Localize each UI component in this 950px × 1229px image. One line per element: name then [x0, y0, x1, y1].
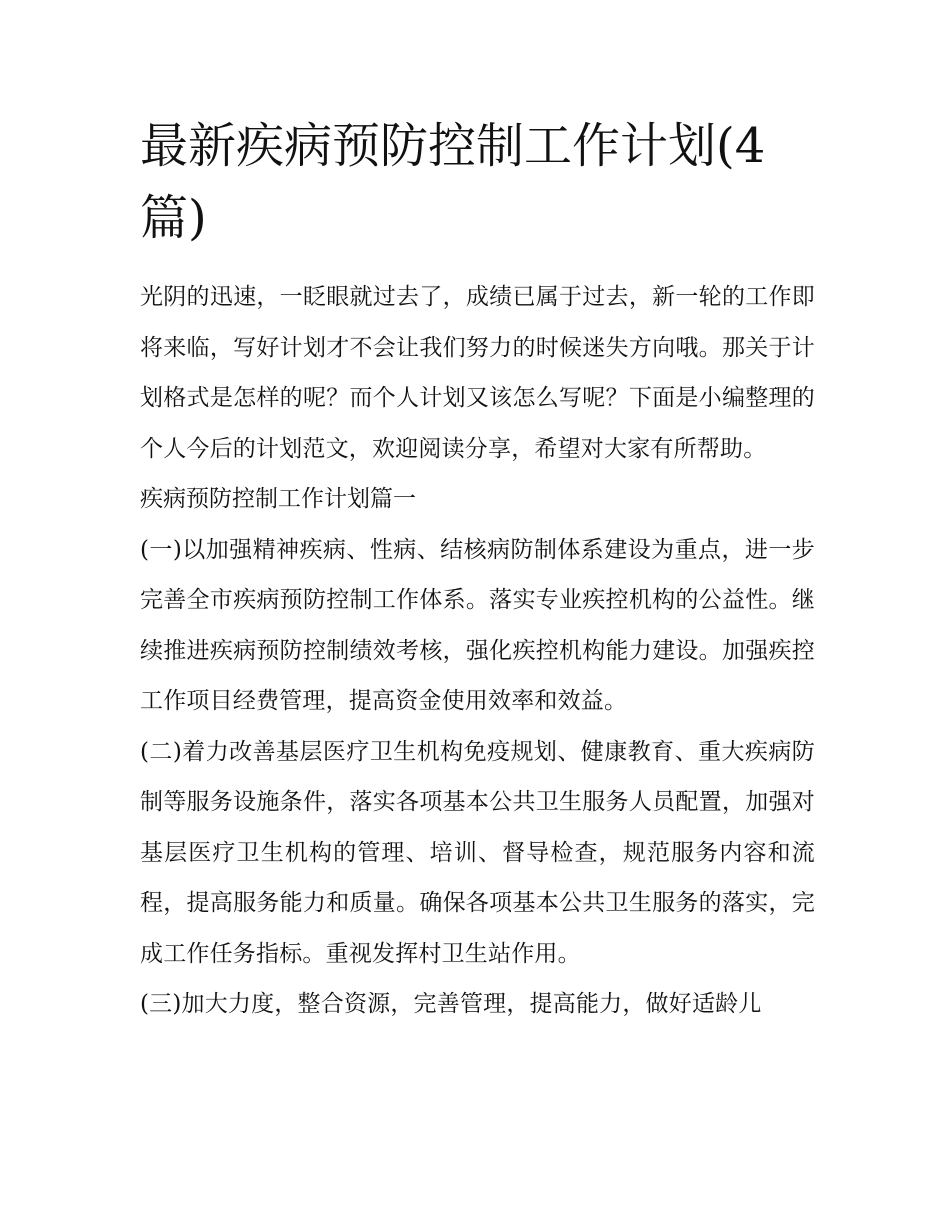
document-page: [140, 110, 815, 1030]
document-title: 最新疾病预防控制工作计划(4篇): [140, 118, 766, 246]
paragraph-3: (三)加大力度，整合资源，完善管理，提高能力，做好适龄儿: [140, 991, 762, 1017]
paragraph-2: (二)着力改善基层医疗卫生机构免疫规划、健康教育、重大疾病防制等服务设施条件，落实各项基本公共卫生服务人员配置，加强对基层医疗卫生机构的管理、培训、督导检查，规范服务内容和流程，提高服务能力和质量。确保各项基本公共卫生服务的落实，完成工作任务指标。重视发挥村卫生站作用。: [140, 738, 815, 967]
intro-paragraph: 光阴的迅速，一眨眼就过去了，成绩已属于过去，新一轮的工作即将来临，写好计划才不会让我们努力的时候迷失方向哦。那关于计划格式是怎样的呢？而个人计划又该怎么写呢？下面是小编整理的个人今后的计划范文，欢迎阅读分享，希望对大家有所帮助。: [140, 284, 815, 462]
paragraph-1: (一)以加强精神疾病、性病、结核病防制体系建设为重点，进一步完善全市疾病预防控制工作体系。落实专业疾控机构的公益性。继续推进疾病预防控制绩效考核，强化疾控机构能力建设。加强疾控工作项目经费管理，提高资金使用效率和效益。: [140, 536, 815, 714]
section-heading: 疾病预防控制工作计划篇一: [140, 486, 416, 512]
